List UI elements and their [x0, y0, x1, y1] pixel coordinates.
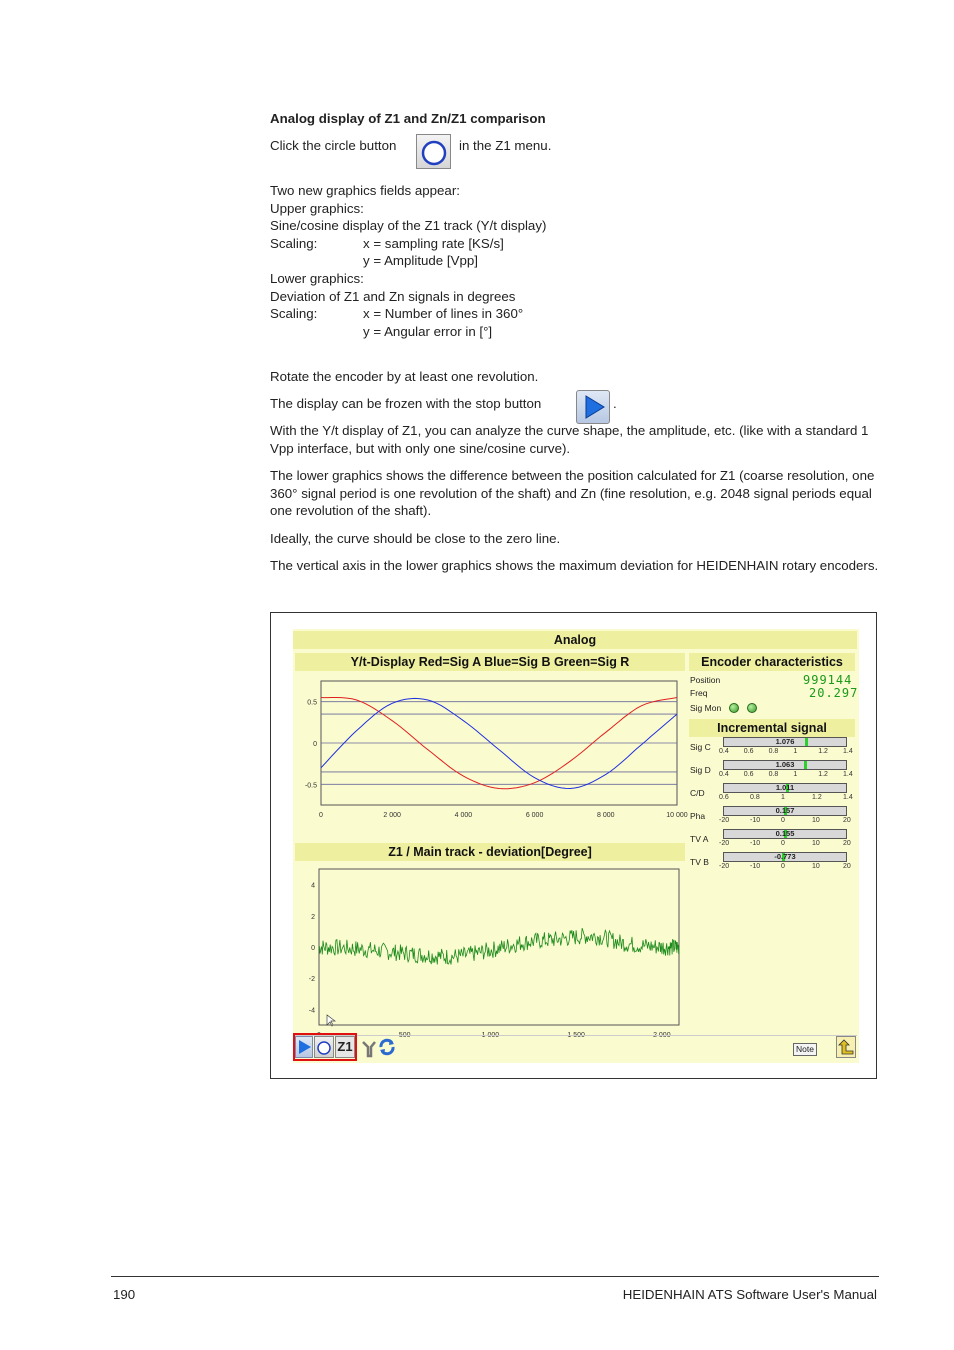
deviation-y-tick-label: 4 — [311, 882, 315, 890]
analog-window — [293, 629, 859, 1063]
gauge-value: 0.157 — [775, 806, 795, 815]
gauge-label: Sig D — [690, 765, 711, 775]
page-number: 190 — [113, 1287, 136, 1302]
gauge-tick: 0 — [781, 840, 785, 847]
stop-instruction-end: . — [613, 396, 617, 411]
gauge-tick: 1.4 — [843, 748, 853, 755]
gauge-tick: 1 — [793, 748, 798, 755]
lower-x-scaling: x = Number of lines in 360° — [363, 306, 524, 321]
position-value: 999144 — [803, 673, 853, 687]
z1-deviation-title: Z1 / Main track - deviation[Degree] — [295, 843, 685, 861]
footer-rule — [111, 1276, 879, 1277]
gauge-bar — [723, 852, 847, 862]
deviation-chart — [297, 865, 683, 1045]
gauge-tick: 1 — [793, 771, 798, 778]
gauge-tick: 0.8 — [750, 794, 760, 801]
scaling-label: Scaling: — [270, 236, 318, 251]
play-icon — [577, 391, 609, 423]
gauge-tick: 0.4 — [719, 771, 729, 778]
gauge-label: Pha — [690, 811, 706, 821]
section-heading: Analog display of Z1 and Zn/Z1 comparison — [270, 111, 546, 126]
stop-button[interactable] — [295, 1036, 313, 1058]
footer-title: HEIDENHAIN ATS Software User's Manual — [622, 1287, 877, 1302]
gauge-tick: 0.8 — [768, 748, 779, 755]
upper-graphics-desc: Sine/cosine display of the Z1 track (Y/t display) — [270, 218, 547, 233]
wrench-icon — [359, 1036, 377, 1058]
deviation-y-tick-label: 0 — [311, 945, 315, 952]
gauge-value: -0.773 — [774, 852, 796, 861]
sig-mon-led-1 — [729, 703, 739, 713]
gauge-tick: -10 — [750, 840, 761, 847]
exit-button[interactable] — [836, 1036, 856, 1058]
scaling-label-2: Scaling: — [270, 306, 318, 321]
z1-button[interactable]: Z1 — [335, 1036, 355, 1058]
note-button[interactable]: Note — [793, 1043, 817, 1056]
software-screenshot — [270, 612, 877, 1079]
paragraph-ideal: Ideally, the curve should be close to the zero line. — [270, 531, 561, 546]
gauge-value: 1.063 — [775, 760, 795, 769]
gauge-bar — [723, 737, 847, 747]
circle-button[interactable] — [314, 1036, 334, 1058]
gauge-tick: -10 — [750, 863, 761, 870]
instruction-text: Click the circle button — [270, 138, 397, 153]
yt-x-tick-label: 4 000 — [454, 812, 473, 819]
analog-title: Analog — [293, 631, 857, 649]
gauge-tick: -20 — [719, 863, 730, 870]
circle-button-instruction — [270, 137, 396, 154]
gauge-tick: 0.6 — [743, 748, 754, 755]
freq-label: Freq — [690, 688, 708, 698]
yt-display-title: Y/t-Display Red=Sig A Blue=Sig B Green=Sig R — [295, 653, 685, 671]
rotate-instruction: Rotate the encoder by at least one revolution. — [270, 369, 539, 384]
instruction-text-2: in the Z1 menu. — [459, 138, 552, 153]
gauge-tick: 1.2 — [818, 771, 828, 778]
gauge-label: TV B — [690, 857, 709, 867]
lower-y-scaling: y = Angular error in [°] — [363, 324, 493, 339]
upper-graphics-label: Upper graphics: — [270, 201, 364, 216]
gauge-value: 1.011 — [775, 783, 795, 792]
upper-x-scaling: x = sampling rate [KS/s] — [363, 236, 504, 251]
gauge-marker — [804, 761, 807, 769]
stop-instruction: The display can be frozen with the stop button — [270, 396, 542, 411]
gauge-bar — [723, 760, 847, 770]
stop-button-image — [576, 390, 610, 424]
exit-arrow-icon — [837, 1037, 855, 1057]
gauge-tick: 0 — [781, 817, 785, 824]
gauge-tick: 0.6 — [743, 771, 754, 778]
yt-y-tick-label: -0.5 — [304, 782, 317, 790]
tool-button[interactable] — [359, 1036, 377, 1058]
paragraph-yt: With the Y/t display of Z1, you can analyze the curve shape, the amplitude, etc. (like with a standard 1 Vpp interface, but with only one sine/cosine curve). — [270, 423, 869, 456]
sig-mon-led-2 — [747, 703, 757, 713]
incremental-signal-title: Incremental signal — [689, 719, 855, 737]
yt-y-tick-label: 0 — [313, 741, 317, 748]
gauge-tick: 1.4 — [843, 794, 853, 801]
gauge-tick: 1.2 — [812, 794, 822, 801]
gauge-tick: 10 — [812, 840, 820, 847]
yt-x-tick-label: 6 000 — [525, 812, 544, 819]
play-icon — [296, 1037, 312, 1057]
circle-button-image — [416, 134, 451, 169]
gauge-tick: 1 — [781, 794, 785, 801]
position-label: Position — [690, 675, 721, 685]
yt-x-tick-label: 2 000 — [383, 812, 401, 819]
freq-value: 20.297 — [809, 686, 859, 700]
lower-graphics-label: Lower graphics: — [270, 271, 364, 286]
paragraph-lower: The lower graphics shows the difference between the position calculated for Z1 (coarse resolution, one 360° signal period is one revolution of the shaft) and Zn (fine resolution, e.g. 2048 signal periods equal one revolution of the shaft). — [270, 468, 875, 518]
gauge-tick: 20 — [843, 863, 851, 870]
gauge-tick: 0.6 — [719, 794, 729, 801]
upper-y-scaling: y = Amplitude [Vpp] — [363, 253, 478, 268]
circle-icon — [315, 1037, 333, 1057]
gauge-bar — [723, 829, 847, 839]
encoder-characteristics-title: Encoder characteristics — [689, 653, 855, 671]
sig-mon-label: Sig Mon — [690, 703, 722, 713]
circle-icon — [417, 135, 450, 168]
gauge-tick: 1.2 — [818, 748, 828, 755]
deviation-y-tick-label: 2 — [311, 913, 315, 921]
deviation-y-tick-label: -2 — [308, 976, 315, 984]
yt-x-tick-label: 10 000 — [666, 812, 688, 819]
gauge-tick: 0.8 — [768, 771, 779, 778]
gauge-tick: 10 — [812, 863, 820, 870]
deviation-y-tick-label: -4 — [308, 1007, 315, 1015]
gauge-tick: 10 — [812, 817, 820, 824]
gauge-bar — [723, 806, 847, 816]
gauge-tick: 0.4 — [719, 748, 729, 755]
gauge-tick: 1.4 — [843, 771, 853, 778]
gauge-tick: 0 — [781, 863, 785, 870]
refresh-button[interactable] — [377, 1036, 397, 1058]
yt-x-tick-label: 8 000 — [597, 812, 615, 819]
gauge-value: 0.155 — [775, 829, 795, 838]
refresh-icon — [377, 1036, 397, 1058]
gauge-bar — [723, 783, 847, 793]
gauge-tick: 20 — [843, 817, 851, 824]
paragraph-vertical: The vertical axis in the lower graphics shows the maximum deviation for HEIDENHAIN rotary encoders. — [270, 558, 879, 573]
gauge-value: 1.076 — [775, 737, 795, 746]
yt-x-tick-label: 0 — [319, 812, 323, 819]
gauge-marker — [805, 738, 808, 746]
gauge-tick: -20 — [719, 817, 730, 824]
gauge-label: Sig C — [690, 742, 711, 752]
yt-grid — [321, 702, 677, 785]
gauge-tick: 20 — [843, 840, 851, 847]
gauge-tick: -20 — [719, 840, 730, 847]
lower-graphics-desc: Deviation of Z1 and Zn signals in degrees — [270, 289, 516, 304]
yt-y-tick-label: 0.5 — [307, 699, 317, 707]
yt-chart — [297, 675, 688, 825]
gauge-label: C/D — [690, 788, 705, 798]
gauge-tick: -10 — [750, 817, 761, 824]
gauge-label: TV A — [690, 834, 709, 844]
paragraph: Two new graphics fields appear: — [270, 183, 460, 198]
